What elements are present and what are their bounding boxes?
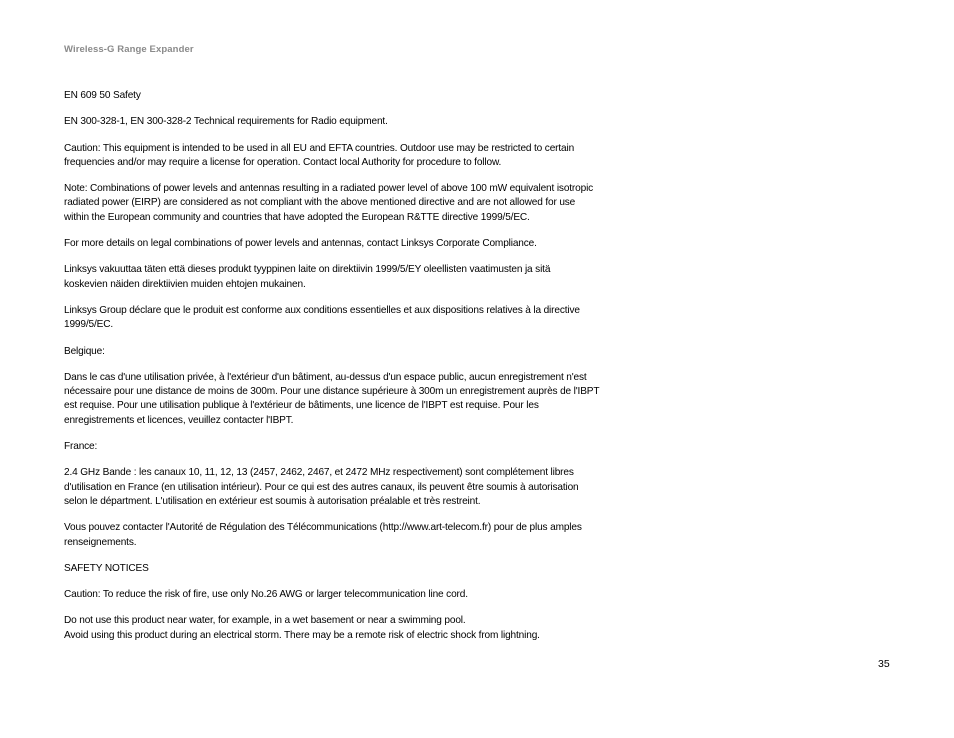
paragraph-en300328: EN 300-328-1, EN 300-328-2 Technical requirements for Radio equipment. [64,116,388,128]
running-header: Wireless-G Range Expander [64,44,194,55]
paragraph-note-eirp: Note: Combinations of power levels and antennas resulting in a radiated power level of above 100 mW equivalent isotropic radiated power (EIRP) are considered as not compliant with the above mentioned directive and are not allowed for use within the European community and countries that have adopted the European R&TTE directive 1999/5/EC. [64,183,594,223]
paragraph-french-declaration: Linksys Group déclare que le produit est conforme aux conditions essentielles et aux dispositions relatives à la directive 1999/5/EC. [64,304,580,331]
paragraph-belgique: Dans le cas d'une utilisation privée, à l'extérieur d'un bâtiment, au-dessus d'un espace public, aucun enregistrement n'est nécessaire pour une distance de moins de 300m. Pour une distance supérieure à 300m un enregistrement auprès de l'IBPT est requise. Pour une utilisation publique à l'extérieur de bâtiments, une licence de l'IBPT est requise. Pour les enregistrements et licences, veuillez contacter l'IBPT. [64,371,600,426]
document-body [64,89,634,643]
paragraph-finnish: Linksys vakuuttaa täten että dieses produkt tyyppinen laite on direktiivin 1999/5/EY oleellisten vaatimusten ja sitä koskevien näiden direktiivien muiden ehtojen mukainen. [64,264,551,290]
page-number: 35 [878,658,890,670]
paragraph-water-storm: Do not use this product near water, for example, in a wet basement or near a swimming pool. Avoid using this product during an electrical storm. There may be a remote risk of electric shock from lightning. [64,615,540,641]
paragraph-caution-eu: Caution: This equipment is intended to be used in all EU and EFTA countries. Outdoor use may be restricted to certain frequencies and/or may require a license for operation. Contact local Authority for procedure to follow. [64,142,575,168]
paragraph-art-telecom: Vous pouvez contacter l'Autorité de Régulation des Télécommunications (http://www.art-telecom.fr) pour de plus amples renseignements. [64,522,582,548]
paragraph-safety-heading: SAFETY NOTICES [64,562,149,574]
paragraph-france: 2.4 GHz Bande : les canaux 10, 11, 12, 13 (2457, 2462, 2467, et 2472 MHz respectivement) sont complétement libres d'utilisation en France (en utilisation intérieur). Pour ce qui est des autres canaux, ils peuvent être soumis à autorisation selon le départment. L'utilisation en extérieur est soumis à autorisation préalable et très restreint. [64,467,579,507]
paragraph-france-heading: France: [64,441,98,453]
paragraph-en60950: EN 609 50 Safety [64,90,141,101]
paragraph-caution-fire: Caution: To reduce the risk of fire, use only No.26 AWG or larger telecommunication line cord. [64,589,468,601]
paragraph-compliance-contact: For more details on legal combinations of power levels and antennas, contact Linksys Corporate Compliance. [64,238,537,250]
paragraph-belgique-heading: Belgique: [64,345,105,357]
